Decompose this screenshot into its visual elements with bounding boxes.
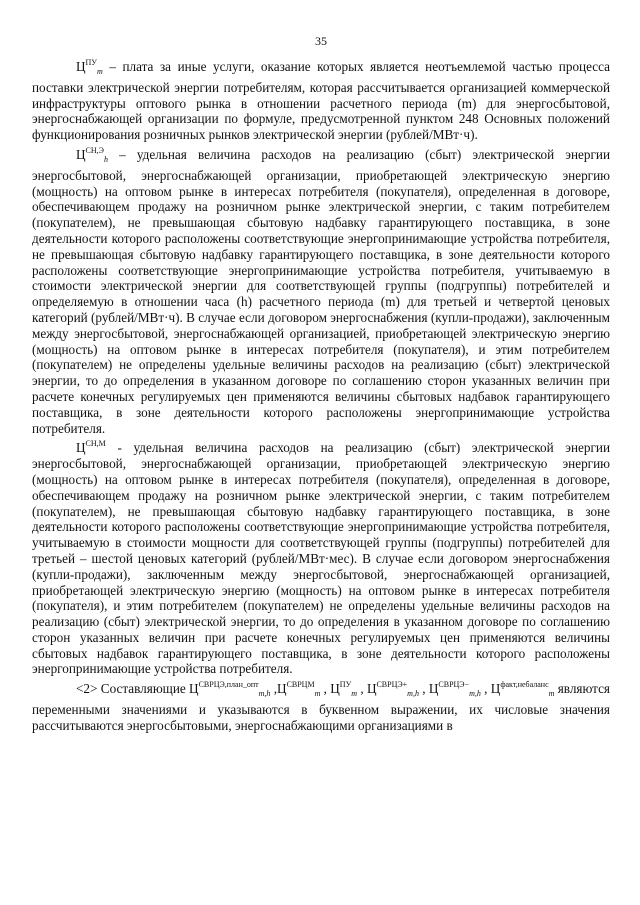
symbol-base: Ц bbox=[330, 681, 340, 697]
symbol-sub: m bbox=[351, 689, 358, 699]
symbol-base: Ц bbox=[76, 146, 86, 162]
separator: , bbox=[480, 681, 491, 697]
footnote-paragraph bbox=[32, 677, 610, 733]
formula-symbol bbox=[277, 680, 321, 699]
symbol-sub: m bbox=[548, 689, 555, 699]
paragraph-text: – удельная величина расходов на реализацию (сбыт) электрической энергии энергосбытовой, энергоснабжающей организации, приобретающей электрическую энергию (мощность) на оптовом рынке в интересах потребителя (покупателя), определенная в договоре, обеспечивающем продажу на розничном рынке электрической энергии, с таким потребителем (покупателем), не превышающая сбытовую надбавку гарантирующего поставщика, в зоне деятельности которого расположены соответствующие энергопринимающие устройства потребителя, не превышающая сбытовую надбавку гарантирующего поставщика, в зоне деятельности которого расположены соответствующие энергопринимающие устройства потребителя, учитываемую в стоимости электрической энергии для соответствующей группы (подгруппы) потребителей и определяемую в отношении часа (h) расчетного периода (m) для третьей и четвертой ценовых категорий (рублей/МВт·ч). В случае если договором энергоснабжения (купли-продажи), заключенным между энергосбытовой, энергоснабжающей организацией, приобретающей электрическую энергию (мощность) на оптовом рынке в интересах потребителя (покупателя), и этим потребителем (покупателем) не определены удельные величины расходов на реализацию (сбыт) электрической энергии, то до определения в указанном договоре по соглашению сторон указанных величин при расчете конечных регулируемых цен применяются величины сбытовых надбавок гарантирующего поставщика, в зоне деятельности которого расположены энергопринимающие устройства потребителя. bbox=[32, 146, 610, 436]
formula-symbol bbox=[76, 147, 108, 162]
formula-symbol bbox=[330, 680, 358, 699]
symbol-sup: СН,Э bbox=[85, 145, 104, 155]
formula-symbol bbox=[490, 680, 555, 699]
footnote-text: являются переменными значениями и указываются в буквенном выражении, их числовые значения рассчитываются энергосбытовыми, энергоснабжающими организациями в bbox=[32, 681, 610, 733]
paragraph-text: – плата за иные услуги, оказание которых является неотъемлемой частью процесса поставки электрической энергии потребителям, которая рассчитывается организацией коммерческой инфраструктуры оптового рынка в отношении расчетного периода (m) для энергосбытовой, энергоснабжающей организации по формуле, предусмотренной пунктом 248 Основных положений функционирования розничных рынков электрической энергии (рублей/МВт·ч). bbox=[32, 59, 610, 143]
page-number: 35 bbox=[315, 34, 327, 48]
symbol-sub: m,h bbox=[407, 689, 419, 699]
separator: , bbox=[357, 681, 367, 697]
symbol-base: Ц bbox=[76, 440, 86, 456]
formula-symbol bbox=[189, 680, 271, 699]
symbol-sub: h bbox=[103, 154, 108, 164]
symbol-base: Ц bbox=[490, 681, 501, 697]
symbol-sub: m,h bbox=[258, 689, 271, 699]
separator: , bbox=[320, 681, 331, 697]
definition-paragraph-pu bbox=[32, 55, 610, 143]
symbol-sup: СВРЦЭ,план_опт bbox=[198, 680, 259, 690]
symbol-sup: СВРЦЭ+ bbox=[376, 680, 408, 690]
separator: , bbox=[270, 681, 278, 697]
symbol-sup: СН,М bbox=[85, 439, 106, 449]
symbol-sup: факт,небаланс bbox=[500, 680, 549, 690]
formula-symbol bbox=[76, 59, 103, 74]
symbol-base: Ц bbox=[366, 681, 377, 697]
definition-paragraph-sn-e bbox=[32, 143, 610, 436]
symbol-sup: СВРЦЭ− bbox=[438, 680, 470, 690]
formula-symbol bbox=[76, 440, 106, 455]
symbol-sub: m bbox=[314, 689, 321, 699]
symbol-sub: m bbox=[96, 67, 103, 76]
symbol-sub: m,h bbox=[469, 689, 481, 699]
symbol-base: Ц bbox=[428, 681, 439, 697]
symbol-base: Ц bbox=[277, 681, 287, 697]
symbol-sup: ПУ bbox=[339, 680, 352, 690]
footnote-lead: <2> Составляющие bbox=[76, 681, 190, 697]
formula-symbol bbox=[428, 680, 481, 699]
symbol-sup: ПУ bbox=[85, 58, 97, 67]
separator: , bbox=[418, 681, 429, 697]
paragraph-text: - удельная величина расходов на реализацию (сбыт) электрической энергии энергосбытовой, энергоснабжающей организации, приобретающей электрическую энергию (мощность) на оптовом рынке в интересах потребителя (покупателя), определенная в договоре, обеспечивающем продажу на розничном рынке электрической энергии, с таким потребителем (покупателем), не превышающая сбытовую надбавку гарантирующего поставщика, в зоне деятельности которого расположены соответствующие энергопринимающие устройства потребителя, учитываемую в стоимости мощности для соответствующей группы (подгруппы) потребителей для третьей – шестой ценовых категорий (рублей/МВт·мес). В случае если договором энергоснабжения (купли-продажи), заключенным между энергосбытовой, энергоснабжающей организацией, приобретающей электрическую энергию (мощность) на оптовом рынке в интересах потребителя (покупателя), и этим потребителем (покупателем) не определены удельные величины расходов на реализацию (сбыт) электрической энергии, то до определения в указанном договоре по соглашению сторон указанных величин при расчете конечных регулируемых цен применяются величины сбытовых надбавок гарантирующего поставщика, в зоне деятельности которого расположены энергопринимающие устройства потребителя. bbox=[32, 440, 610, 677]
symbol-base: Ц bbox=[76, 59, 86, 74]
symbol-base: Ц bbox=[189, 681, 199, 697]
definition-paragraph-sn-m bbox=[32, 436, 610, 677]
formula-symbol bbox=[366, 680, 419, 699]
symbol-sup: СВРЦМ bbox=[286, 680, 315, 690]
